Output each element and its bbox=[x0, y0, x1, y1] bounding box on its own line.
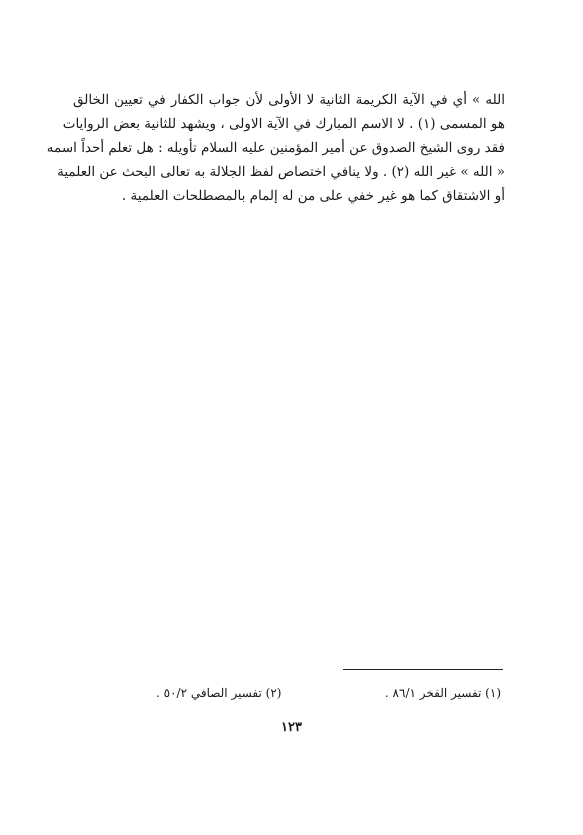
text-line-3: فقد روى الشيخ الصدوق عن أمير المؤمنين عليه السلام تأويله : هل تعلم أحداً اسمه bbox=[46, 140, 505, 156]
footnote-2: (٢) تفسير الصافي ٥٠/٢ . bbox=[156, 686, 282, 700]
footnote-separator bbox=[343, 669, 503, 670]
main-text-block bbox=[46, 88, 505, 208]
text-line-4: « الله » غير الله (٢) . ولا ينافي اختصاص لفظ الجلالة به تعالى البحث عن العلمية bbox=[57, 164, 505, 180]
text-line-2: هو المسمى (١) . لا الاسم المبارك في الآية الاولى ، ويشهد للثانية بعض الروايات bbox=[62, 116, 505, 132]
footnotes bbox=[156, 683, 501, 703]
text-line-5: أو الاشتقاق كما هو غير خفي على من له إلمام بالمصطلحات العلمية . bbox=[121, 188, 505, 204]
text-line-1: الله » أي في الآية الكريمة الثانية لا الأولى لأن جواب الكفار في تعيين الخالق bbox=[73, 92, 505, 108]
page-number: ١٢٣ bbox=[281, 720, 302, 735]
footnote-1: (١) تفسير الفخر ٨٦/١ . bbox=[384, 686, 501, 700]
